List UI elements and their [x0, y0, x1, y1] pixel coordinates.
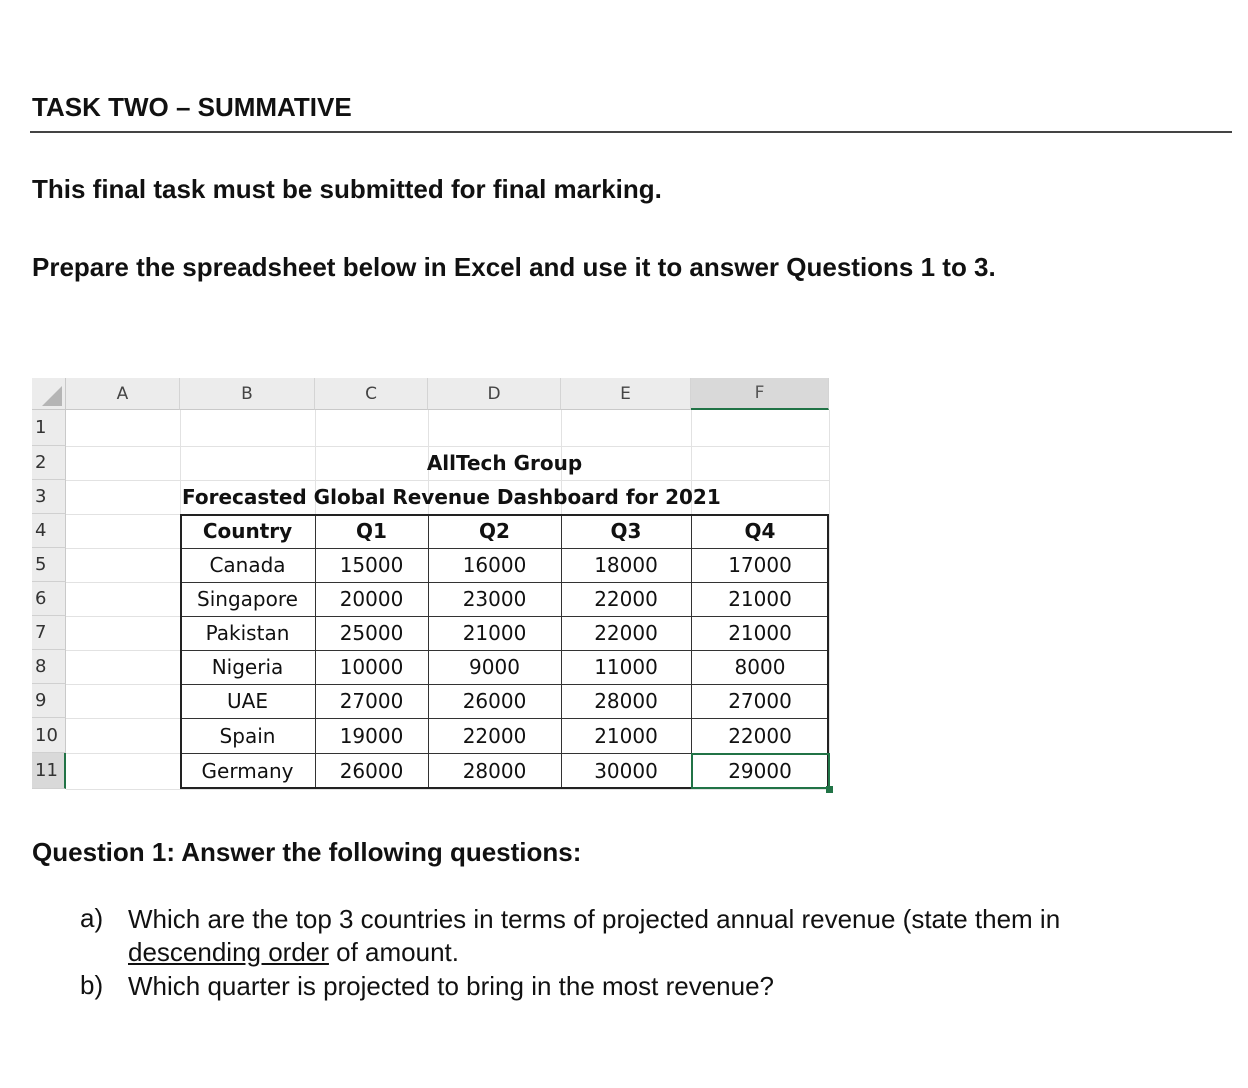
question-1-heading: Question 1: Answer the following questions:: [32, 837, 582, 867]
revenue-cell[interactable]: 27000: [339, 689, 404, 713]
row-header-10[interactable]: 10: [32, 718, 66, 753]
revenue-cell[interactable]: 25000: [339, 621, 404, 645]
revenue-cell[interactable]: 30000: [594, 759, 658, 783]
revenue-cell[interactable]: 19000: [339, 723, 404, 748]
row-header-11[interactable]: 11: [32, 753, 66, 789]
row-header-9[interactable]: 9: [32, 684, 66, 718]
gridline-vertical: [829, 410, 830, 789]
column-header-b[interactable]: B: [180, 378, 315, 410]
revenue-cell[interactable]: 29000: [728, 759, 792, 783]
country-cell[interactable]: Nigeria: [211, 655, 284, 679]
table-header-q4[interactable]: Q4: [744, 519, 776, 543]
question-1a-text: Which are the top 3 countries in terms of projected annual revenue (state them in: [128, 904, 1061, 934]
row-header-7[interactable]: 7: [32, 616, 66, 650]
revenue-cell[interactable]: 15000: [339, 553, 404, 577]
revenue-cell[interactable]: 10000: [339, 655, 404, 679]
revenue-cell[interactable]: 21000: [728, 587, 792, 611]
revenue-cell[interactable]: 20000: [339, 587, 404, 611]
country-cell[interactable]: Germany: [201, 759, 294, 783]
country-cell[interactable]: Canada: [209, 553, 286, 577]
revenue-cell[interactable]: 22000: [594, 587, 658, 611]
title-divider: [30, 131, 1232, 133]
column-header-c[interactable]: C: [315, 378, 428, 410]
row-header-6[interactable]: 6: [32, 582, 66, 616]
company-name-cell[interactable]: AllTech Group: [426, 451, 583, 475]
country-cell[interactable]: Spain: [219, 723, 276, 748]
select-all-triangle-icon: [42, 386, 62, 406]
revenue-cell[interactable]: 16000: [462, 553, 527, 577]
row-header-5[interactable]: 5: [32, 548, 66, 582]
question-1a-text-end: of amount.: [328, 937, 459, 967]
revenue-cell[interactable]: 23000: [462, 587, 527, 611]
row-header-2[interactable]: 2: [32, 446, 66, 480]
country-cell[interactable]: Pakistan: [205, 621, 290, 645]
revenue-cell[interactable]: 21000: [594, 723, 658, 748]
revenue-cell[interactable]: 22000: [594, 621, 658, 645]
instruction-prepare: Prepare the spreadsheet below in Excel and use it to answer Questions 1 to 3.: [32, 252, 996, 282]
spreadsheet-screenshot: [32, 358, 840, 796]
table-header-country[interactable]: Country: [202, 519, 293, 543]
question-1b-label: b): [80, 970, 104, 1000]
dashboard-title-cell[interactable]: Forecasted Global Revenue Dashboard for 2021: [182, 485, 721, 509]
column-header-f[interactable]: F: [691, 378, 829, 410]
revenue-cell[interactable]: 17000: [728, 553, 792, 577]
row-header-1[interactable]: 1: [32, 410, 66, 446]
revenue-cell[interactable]: 26000: [339, 759, 404, 783]
row-header-8[interactable]: 8: [32, 650, 66, 684]
row-header-3[interactable]: 3: [32, 480, 66, 514]
revenue-cell[interactable]: 8000: [734, 655, 786, 679]
column-header-d[interactable]: D: [428, 378, 561, 410]
revenue-cell[interactable]: 22000: [728, 723, 792, 748]
question-1a-underlined: descending order: [128, 937, 329, 967]
revenue-cell[interactable]: 9000: [469, 655, 520, 679]
table-header-q3[interactable]: Q3: [610, 519, 642, 543]
page-title: TASK TWO – SUMMATIVE: [32, 92, 352, 122]
revenue-cell[interactable]: 28000: [594, 689, 658, 713]
column-header-e[interactable]: E: [561, 378, 691, 410]
revenue-cell[interactable]: 18000: [594, 553, 658, 577]
column-header-a[interactable]: A: [66, 378, 180, 410]
table-header-q2[interactable]: Q2: [479, 519, 510, 543]
revenue-cell[interactable]: 27000: [728, 689, 792, 713]
row-header-4[interactable]: 4: [32, 514, 66, 548]
select-all-corner[interactable]: [32, 378, 66, 410]
revenue-cell[interactable]: 21000: [728, 621, 792, 645]
revenue-cell[interactable]: 21000: [462, 621, 527, 645]
country-cell[interactable]: UAE: [227, 689, 268, 713]
revenue-cell[interactable]: 28000: [462, 759, 527, 783]
question-1b-text: Which quarter is projected to bring in the most revenue?: [128, 971, 775, 1001]
instruction-submission: This final task must be submitted for final marking.: [32, 174, 662, 204]
revenue-cell[interactable]: 11000: [594, 655, 658, 679]
revenue-cell[interactable]: 26000: [462, 689, 527, 713]
table-header-q1[interactable]: Q1: [356, 519, 387, 543]
revenue-cell[interactable]: 22000: [462, 723, 527, 748]
gridline-horizontal: [66, 789, 829, 790]
country-cell[interactable]: Singapore: [197, 587, 298, 611]
question-1a-label: a): [80, 903, 104, 933]
